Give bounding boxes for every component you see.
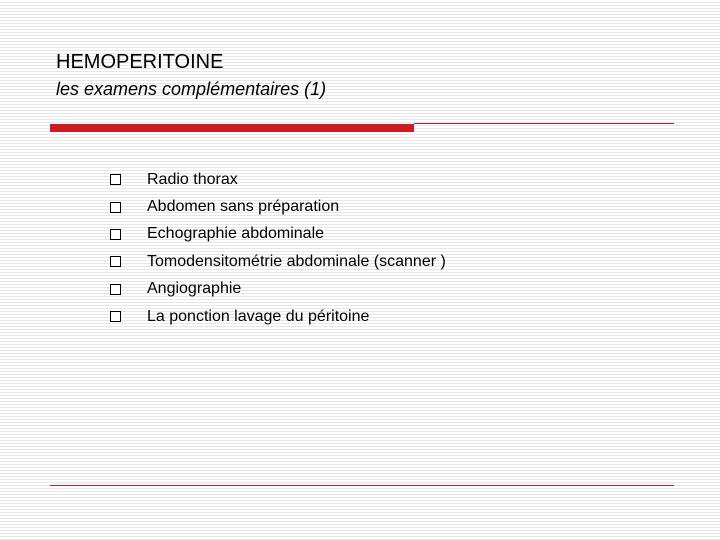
bullet-text: Echographie abdominale <box>147 225 325 243</box>
hollow-square-bullet-icon <box>110 256 121 267</box>
bullet-text: Tomodensitométrie abdominale (scanner ) <box>147 252 446 270</box>
hollow-square-bullet-icon <box>110 311 121 322</box>
hollow-square-bullet-icon <box>110 284 121 295</box>
bullet-text: La ponction lavage du péritoine <box>147 307 370 325</box>
bullet-text: Angiographie <box>147 280 242 298</box>
hollow-square-bullet-icon <box>110 229 121 240</box>
bullet-item <box>110 248 446 275</box>
bullet-item <box>110 221 446 248</box>
bullet-list <box>110 166 446 330</box>
slide-title: HEMOPERITOINE <box>56 51 224 73</box>
hollow-square-bullet-icon <box>110 202 121 213</box>
bullet-text: Radio thorax <box>147 170 238 188</box>
bullet-item <box>110 276 446 303</box>
bullet-text: Abdomen sans préparation <box>147 198 340 216</box>
bullet-item <box>110 303 446 330</box>
accent-divider-top <box>414 123 674 124</box>
slide-subtitle: les examens complémentaires (1) <box>56 79 327 99</box>
bullet-item <box>110 166 446 193</box>
accent-divider-bottom <box>50 485 674 486</box>
hollow-square-bullet-icon <box>110 174 121 185</box>
accent-bar <box>50 124 414 132</box>
bullet-item <box>110 193 446 220</box>
